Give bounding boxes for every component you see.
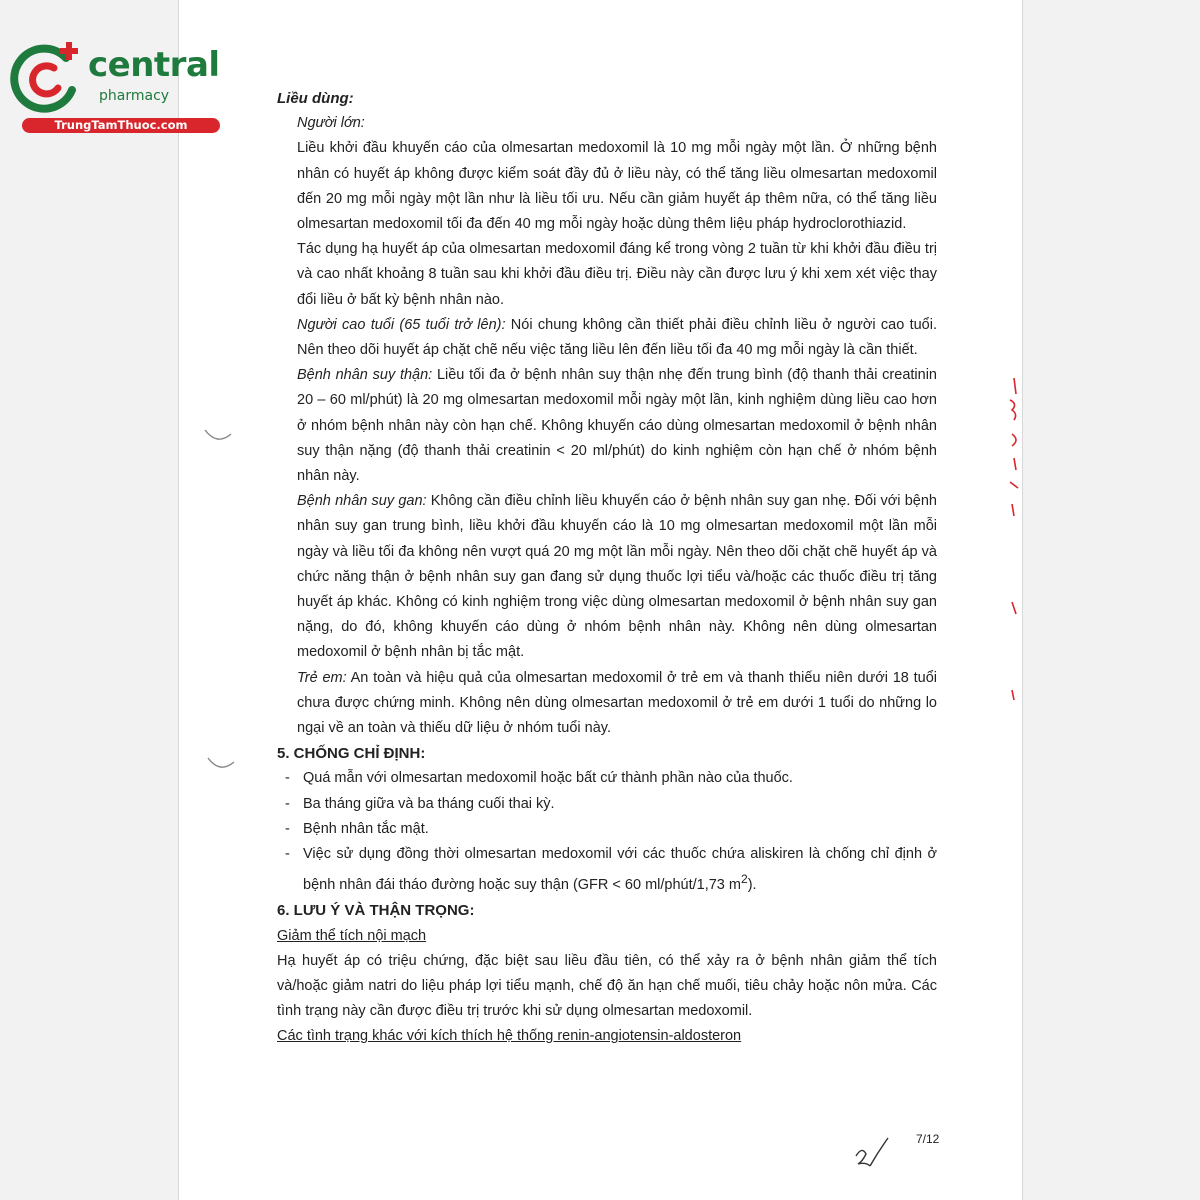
section-5-title: 5. CHỐNG CHỈ ĐỊNH: [277,745,426,763]
hepatic-text: Không cần điều chỉnh liều khuyến cáo ở bệnh nhân suy gan nhẹ. Đối với bệnh nhân suy gan trung bình, liều khởi đầu khuyến cáo là 10 mg olmesartan medoxomil một lần mỗi ngày và liều tối đa không nên vượt quá 20 mg một lần mỗi ngày. Nên theo dõi chặt chẽ huyết áp và chức năng thận ở bệnh nhân suy gan đang sử dụng thuốc lợi tiểu và/hoặc các thuốc điều trị tăng huyết áp khác. Không có kinh nghiệm trong việc dùng olmesartan medoxomil ở bệnh nhân suy gan nặng, do đó, không khuyến cáo dùng ở nhóm bệnh nhân này. Không nên dùng olmesartan medoxomil ở bệnh nhân bị tắc mật. [297,493,937,661]
adults-paragraph-2: Tác dụng hạ huyết áp của olmesartan medoxomil đáng kể trong vòng 2 tuần từ khi khởi đầu điều trị và cao nhất khoảng 8 tuần sau khi khởi đầu điều trị. Điều này cần được lưu ý khi xem xét việc thay đổi liều ở bất kỳ bệnh nhân nào. [297,241,937,308]
volume-depletion-paragraph: Hạ huyết áp có triệu chứng, đặc biệt sau liều đầu tiên, có thể xảy ra ở bệnh nhân giảm thể tích và/hoặc giảm natri do liệu pháp lợi tiểu mạnh, chế độ ăn hạn chế muối, tiêu chảy hoặc nôn mửa. Các tình trạng này cần được điều trị trước khi sử dụng olmesartan medoxomil. [277,952,937,1020]
contra-4-superscript: 2 [740,872,748,887]
punch-hole-mark [206,752,236,774]
document-body [277,86,937,1050]
brand-name: central [88,45,220,85]
renal-text: Liều tối đa ở bệnh nhân suy thận nhẹ đến trung bình (độ thanh thải creatinin 20 – 60 ml/phút) là 20 mg olmesartan medoxomil mỗi ngày một lần, kinh nghiệm dùng liều cao hơn ở nhóm bệnh nhân này còn hạn chế. Không khuyến cáo dùng olmesartan medoxomil ở bệnh nhân suy thận nặng (độ thanh thải creatinin < 20 ml/phút) do kinh nghiệm còn hạn chế ở nhóm bệnh nhân này. [297,367,937,485]
pharmacy-c-icon [10,38,90,118]
elderly-paragraph [277,313,937,363]
adults-heading: Người lớn: [297,115,365,132]
dosage-heading: Liều dùng: [277,90,354,107]
punch-hole-mark [203,424,233,446]
renal-paragraph [277,363,937,489]
list-item [285,842,937,898]
central-pharmacy-logo[interactable] [10,38,220,138]
elderly-label: Người cao tuổi (65 tuổi trở lên): [297,316,506,333]
site-url-badge[interactable]: TrungTamThuoc.com [22,118,220,133]
contra-4-end: ). [747,877,757,894]
section-6-title: 6. LƯU Ý VÀ THẬN TRỌNG: [277,902,475,920]
children-paragraph [277,666,937,742]
red-stamp-marks [1004,370,1028,710]
children-label: Trẻ em: [297,669,347,686]
list-item: - Ba tháng giữa và ba tháng cuối thai kỳ. [285,792,937,817]
other-conditions-heading: Các tình trạng khác với kích thích hệ thống renin-angiotensin-aldosteron [277,1028,742,1045]
elderly-text: Nói chung không cần thiết phải điều chỉnh liều ở người cao tuổi. Nên theo dõi huyết áp chặt chẽ nếu việc tăng liều lên đến liều tối đa 40 mg mỗi ngày là cần thiết. [297,316,937,359]
list-item: - Quá mẫn với olmesartan medoxomil hoặc bất cứ thành phần nào của thuốc. [285,766,937,791]
adults-paragraph-1: Liều khởi đầu khuyến cáo của olmesartan medoxomil là 10 mg mỗi ngày một lần. Ở những bệnh nhân có huyết áp không được kiểm soát đầy đủ ở liều này, có thể tăng liều olmesartan medoxomil đến 20 mg mỗi ngày một lần như là liều tối ưu. Nếu cần giảm huyết áp thêm nữa, có thể tăng liều olmesartan medoxomil tối đa đến 40 mg mỗi ngày hoặc dùng thêm liệu pháp hydroclorothiazid. [297,140,937,233]
renal-label: Bệnh nhân suy thận: [297,367,433,384]
volume-depletion-heading: Giảm thể tích nội mạch [277,927,427,944]
hepatic-label: Bệnh nhân suy gan: [297,493,427,510]
children-text: An toàn và hiệu quả của olmesartan medoxomil ở trẻ em và thanh thiếu niên dưới 18 tuổi chưa được chứng minh. Không nên dùng olmesartan medoxomil ở trẻ em dưới 1 tuổi do những lo ngại về an toàn và thiếu dữ liệu ở nhóm tuổi này. [297,669,938,737]
contra-4-text: Việc sử dụng đồng thời olmesartan medoxomil với các thuốc chứa aliskiren là chống chỉ định ở bệnh nhân đái tháo đường hoặc suy thận (GFR < 60 ml/phút/1,73 m [303,846,937,894]
contraindication-list [277,766,937,898]
hepatic-paragraph [277,489,937,665]
list-item: - Bệnh nhân tắc mật. [285,817,937,842]
initials-signature [852,1136,894,1170]
brand-subtitle: pharmacy [99,88,170,104]
page-number: 7/12 [916,1132,940,1146]
